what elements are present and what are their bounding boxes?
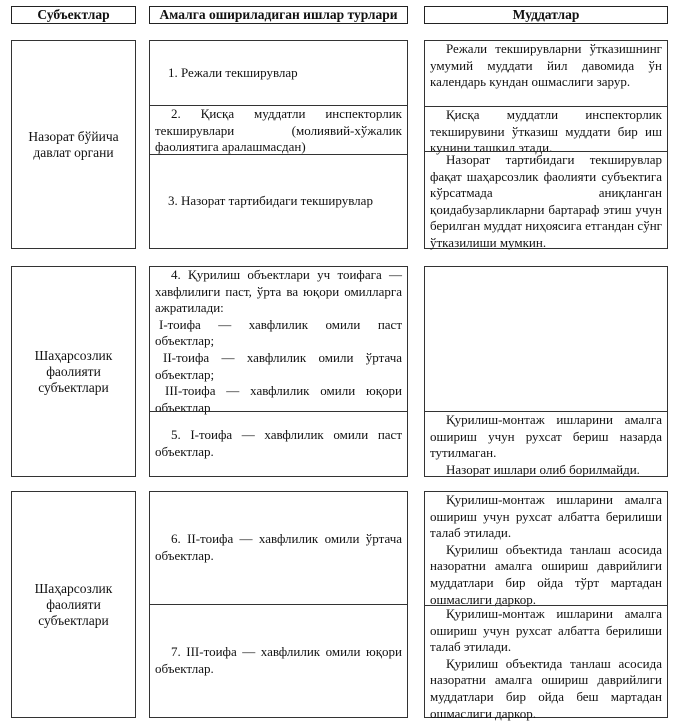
header-subjects: Субъектлар xyxy=(11,6,136,24)
work-text: 1. Режали текширувлар xyxy=(168,64,298,80)
deadline-item-3 xyxy=(425,151,667,248)
deadline-text: Қурилиш-монтаж ишларини амалга ошириш учун рухсат албатта берилиши талаб этилади. xyxy=(430,606,662,655)
deadlines-section-3 xyxy=(424,491,668,721)
deadline-text: Қурилиш объектида танлаш асосида назоратни амалга ошириш даврийлиги муддатлари бир ойда беш мартадан ошмаслиги даркор. xyxy=(430,655,662,721)
category-3: III-тоифа — хавфлилик омили юқори объектлар xyxy=(155,383,402,415)
subject-label: Шаҳарсозлик фаолияти субъектлари xyxy=(34,580,113,628)
deadline-item-2 xyxy=(425,106,667,156)
work-item-1 xyxy=(150,41,407,105)
deadline-item-5 xyxy=(425,411,667,476)
deadline-text: Қисқа муддатли инспекторлик текширувини ўтказиш муддати бир иш кунини ташкил этади. xyxy=(430,107,662,156)
work-item-3 xyxy=(150,154,407,248)
category-2: II-тоифа — хавфлилик омили ўртача объектлар; xyxy=(155,349,402,382)
works-section-1 xyxy=(149,40,408,249)
works-section-2 xyxy=(149,266,408,477)
deadlines-section-1 xyxy=(424,40,668,249)
deadline-item-7 xyxy=(425,605,667,721)
subject-label: Шаҳарсозлик фаолияти субъектлари xyxy=(34,347,113,395)
deadline-item-6 xyxy=(425,492,667,605)
work-text: 7. III-тоифа — хавфлилик омили юқори объектлар. xyxy=(155,644,402,676)
deadline-text: Қурилиш-монтаж ишларини амалга ошириш учун рухсат албатта берилиши талаб этилади. xyxy=(430,492,662,541)
subject-urban-planning-2 xyxy=(11,491,136,718)
work-text: 5. I-тоифа — хавфлилик омили паст объектлар. xyxy=(155,427,402,459)
work-text: 6. II-тоифа — хавфлилик омили ўртача объектлар. xyxy=(155,531,402,563)
header-deadlines: Муддатлар xyxy=(424,6,668,24)
deadline-text: Назорат ишлари олиб борилмайди. xyxy=(446,461,640,477)
work-item-7 xyxy=(150,604,407,717)
work-item-4 xyxy=(150,267,407,415)
work-text: 3. Назорат тартибидаги текширувлар xyxy=(168,193,373,209)
category-1: I-тоифа — хавфлилик омили паст объектлар; xyxy=(155,316,402,349)
work-item-2 xyxy=(150,105,407,154)
deadline-text: Назорат тартибидаги текширувлар фақат шаҳарсозлик фаолияти субъектига кўрсатмада аниқланган қоидабузарликларни бартараф этиш учун берилган муддат ниҳоясига етгандан сўнг ўтказилиши мумкин. xyxy=(430,152,662,250)
work-text: 2. Қисқа муддатли инспекторлик текширувлари (молиявий-хўжалик фаолиятига аралашмасдан) xyxy=(155,106,402,155)
work-item-5 xyxy=(150,411,407,476)
subject-urban-planning-1 xyxy=(11,266,136,477)
deadline-item-1 xyxy=(425,41,667,106)
deadline-text: Қурилиш объектида танлаш асосида назоратни амалга ошириш даврийлиги муддатлари бир ойда тўрт мартадан ошмаслиги даркор. xyxy=(430,541,662,607)
subject-state-body xyxy=(11,40,136,249)
deadline-text: Режали текширувларни ўтказишнинг умумий муддати йил давомида ўн календарь кундан ошмаслиги зарур. xyxy=(430,41,662,90)
deadlines-section-2 xyxy=(424,266,668,477)
work-item-6 xyxy=(150,492,407,604)
deadline-text: Қурилиш-монтаж ишларини амалга ошириш учун рухсат бериш назарда тутилмаган. xyxy=(430,412,662,461)
subject-label: Назорат бўйича давлат органи xyxy=(28,128,119,160)
deadline-item-empty xyxy=(425,267,667,411)
work-intro: 4. Қурилиш объектлари уч тоифага — хавфлилиги паст, ўрта ва юқори омилларга ажратилади: xyxy=(155,267,402,316)
works-section-3 xyxy=(149,491,408,718)
header-work-types: Амалга ошириладиган ишлар турлари xyxy=(149,6,408,24)
